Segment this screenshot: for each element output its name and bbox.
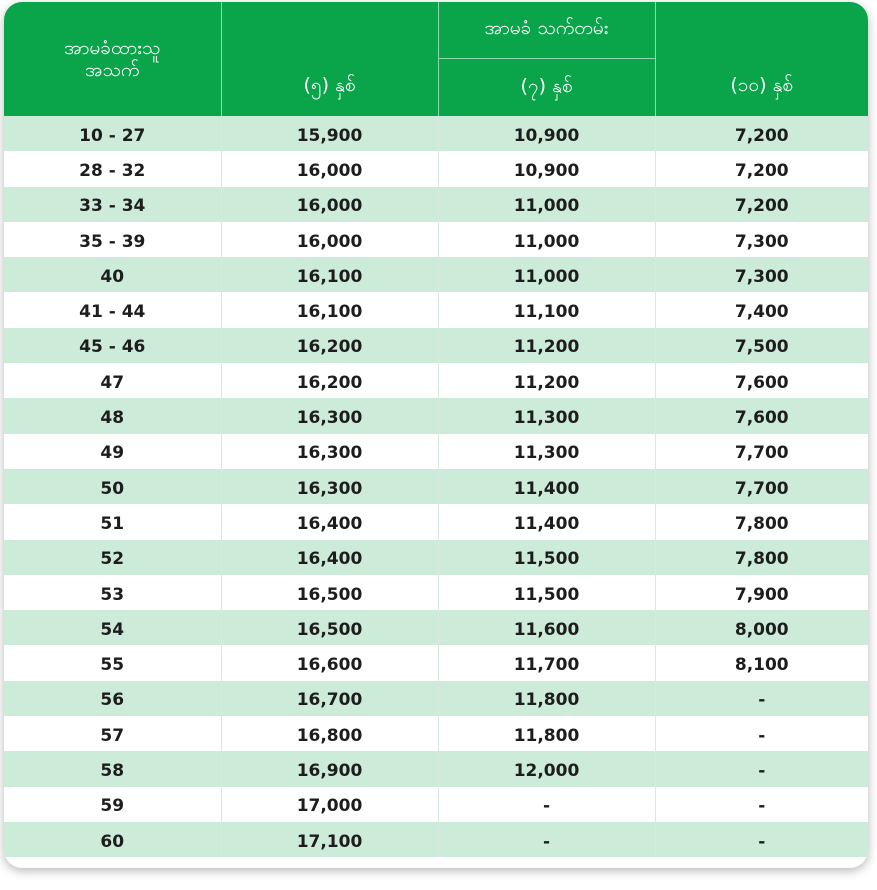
term-7-value-cell-text: 11,500 — [513, 584, 580, 605]
header-spacer-right — [655, 2, 868, 59]
term-7-value-cell — [438, 540, 655, 575]
term-10-value-cell — [655, 151, 868, 186]
term-7-value-cell — [438, 716, 655, 751]
term-5-value-cell-text: 17,000 — [296, 796, 363, 817]
age-cell — [4, 645, 221, 680]
term-5-value-cell — [221, 540, 438, 575]
term-7-value-cell-text: 11,800 — [513, 690, 580, 711]
term-7-value-cell — [438, 151, 655, 186]
term-10-value-cell — [655, 363, 868, 398]
age-header-line2: အသက် — [85, 59, 140, 81]
table-row — [4, 575, 868, 610]
term-group-header: အာမခံ သက်တမ်း — [438, 2, 655, 59]
term-7-value-cell — [438, 681, 655, 716]
term-7-value-cell-text: 11,200 — [513, 372, 580, 393]
age-cell-text: 47 — [100, 372, 125, 393]
term-5-value-cell — [221, 751, 438, 786]
term-10-value-cell — [655, 257, 868, 292]
term-10-value-cell — [655, 292, 868, 327]
term-7-value-cell — [438, 398, 655, 433]
term-5-value-cell-text: 15,900 — [296, 125, 363, 146]
age-cell — [4, 292, 221, 327]
term-10-value-cell — [655, 116, 868, 151]
age-cell-text: 10 - 27 — [79, 125, 146, 146]
term-10-value-cell — [655, 187, 868, 222]
term-7-value-cell-text: 10,900 — [513, 125, 580, 146]
term-5-value-cell — [221, 292, 438, 327]
term-7-years-header: (၇) နှစ် — [438, 59, 655, 117]
age-cell — [4, 610, 221, 645]
table-body — [4, 116, 868, 857]
term-10-value-cell — [655, 787, 868, 822]
term-5-value-cell-text: 16,400 — [296, 513, 363, 534]
term-10-value-cell-text: - — [758, 725, 766, 746]
term-5-value-cell-text: 16,600 — [296, 655, 363, 676]
term-7-value-cell — [438, 575, 655, 610]
term-10-value-cell-text: 7,500 — [734, 337, 789, 358]
term-7-value-cell — [438, 363, 655, 398]
term-5-value-cell — [221, 222, 438, 257]
table-row — [4, 222, 868, 257]
age-column-header — [4, 2, 221, 116]
term-10-value-cell-text: 8,000 — [734, 619, 789, 640]
term-5-value-cell-text: 16,300 — [296, 408, 363, 429]
age-cell-text: 40 — [100, 266, 125, 287]
table-row — [4, 504, 868, 539]
age-cell-text: 49 — [100, 443, 125, 464]
term-10-value-cell — [655, 716, 868, 751]
table-row — [4, 257, 868, 292]
term-10-value-cell-text: 8,100 — [734, 655, 789, 676]
table-row — [4, 751, 868, 786]
premium-rate-table — [4, 2, 868, 857]
term-7-value-cell — [438, 645, 655, 680]
age-cell — [4, 434, 221, 469]
term-5-value-cell-text: 16,500 — [296, 619, 363, 640]
header-spacer-left — [221, 2, 438, 59]
age-cell — [4, 187, 221, 222]
term-10-value-cell-text: 7,200 — [734, 125, 789, 146]
term-7-value-cell — [438, 222, 655, 257]
term-5-value-cell-text: 16,000 — [296, 231, 363, 252]
term-5-value-cell-text: 16,100 — [296, 302, 363, 323]
term-10-value-cell — [655, 822, 868, 857]
term-5-value-cell-text: 17,100 — [296, 831, 363, 852]
age-cell-text: 48 — [100, 408, 125, 429]
term-7-value-cell — [438, 787, 655, 822]
age-cell — [4, 328, 221, 363]
term-5-value-cell-text: 16,200 — [296, 337, 363, 358]
age-cell-text: 35 - 39 — [79, 231, 146, 252]
term-7-value-cell-text: 12,000 — [513, 760, 580, 781]
term-10-value-cell — [655, 575, 868, 610]
term-10-value-cell — [655, 540, 868, 575]
table-row — [4, 822, 868, 857]
term-5-value-cell-text: 16,000 — [296, 160, 363, 181]
term-10-value-cell — [655, 645, 868, 680]
term-7-value-cell — [438, 610, 655, 645]
term-7-value-cell — [438, 328, 655, 363]
term-10-value-cell — [655, 504, 868, 539]
term-5-value-cell-text: 16,400 — [296, 549, 363, 570]
table-row — [4, 116, 868, 151]
table-row — [4, 292, 868, 327]
term-10-value-cell-text: 7,300 — [734, 231, 789, 252]
term-5-value-cell-text: 16,700 — [296, 690, 363, 711]
term-7-value-cell — [438, 257, 655, 292]
term-7-value-cell — [438, 434, 655, 469]
term-5-value-cell — [221, 469, 438, 504]
age-cell — [4, 504, 221, 539]
table-row — [4, 681, 868, 716]
term-5-value-cell — [221, 610, 438, 645]
age-cell-text: 57 — [100, 725, 125, 746]
age-cell-text: 58 — [100, 760, 125, 781]
term-10-value-cell-text: 7,800 — [734, 549, 789, 570]
age-cell — [4, 363, 221, 398]
table-header — [4, 2, 868, 116]
table-row — [4, 540, 868, 575]
age-cell-text: 50 — [100, 478, 125, 499]
age-cell — [4, 822, 221, 857]
term-7-value-cell-text: 11,400 — [513, 513, 580, 534]
term-5-value-cell — [221, 434, 438, 469]
age-cell-text: 52 — [100, 549, 125, 570]
term-5-value-cell — [221, 328, 438, 363]
age-header-line1: အာမခံထားသူ — [64, 37, 161, 59]
term-7-value-cell-text: - — [542, 831, 551, 852]
table-row — [4, 787, 868, 822]
term-7-value-cell-text: 11,300 — [513, 443, 580, 464]
term-10-years-header: (၁၀) နှစ် — [655, 59, 868, 117]
age-cell — [4, 716, 221, 751]
term-5-value-cell-text: 16,300 — [296, 443, 363, 464]
term-5-value-cell — [221, 187, 438, 222]
age-cell-text: 51 — [100, 513, 125, 534]
age-cell-text: 28 - 32 — [79, 160, 146, 181]
age-cell — [4, 540, 221, 575]
term-7-value-cell-text: 10,900 — [513, 160, 580, 181]
table-row — [4, 363, 868, 398]
term-7-value-cell-text: 11,000 — [513, 231, 580, 252]
age-cell — [4, 575, 221, 610]
term-7-value-cell — [438, 469, 655, 504]
table-row — [4, 398, 868, 433]
age-cell — [4, 151, 221, 186]
term-10-value-cell-text: 7,400 — [734, 302, 789, 323]
term-7-value-cell-text: - — [542, 796, 551, 817]
term-10-value-cell-text: - — [758, 760, 766, 781]
term-7-value-cell-text: 11,200 — [513, 337, 580, 358]
age-cell-text: 59 — [100, 796, 125, 817]
term-5-value-cell — [221, 363, 438, 398]
term-10-value-cell-text: 7,200 — [734, 160, 789, 181]
term-5-years-header: (၅) နှစ် — [221, 59, 438, 117]
age-cell — [4, 398, 221, 433]
term-7-value-cell — [438, 292, 655, 327]
age-cell-text: 45 - 46 — [79, 337, 146, 358]
term-10-value-cell — [655, 469, 868, 504]
term-7-value-cell-text: 11,000 — [513, 266, 580, 287]
term-5-value-cell-text: 16,100 — [296, 266, 363, 287]
term-7-value-cell-text: 11,100 — [513, 302, 580, 323]
term-7-value-cell — [438, 504, 655, 539]
term-5-value-cell-text: 16,200 — [296, 372, 363, 393]
term-7-value-cell-text: 11,500 — [513, 549, 580, 570]
age-cell — [4, 681, 221, 716]
term-10-value-cell-text: 7,700 — [734, 443, 789, 464]
term-10-value-cell-text: 7,800 — [734, 513, 789, 534]
term-5-value-cell — [221, 151, 438, 186]
age-cell-text: 60 — [100, 831, 125, 852]
term-10-value-cell-text: 7,600 — [734, 408, 789, 429]
term-7-value-cell-text: 11,700 — [513, 655, 580, 676]
age-cell-text: 53 — [100, 584, 125, 605]
age-cell-text: 56 — [100, 690, 125, 711]
table-row — [4, 187, 868, 222]
term-7-value-cell-text: 11,300 — [513, 408, 580, 429]
term-10-value-cell — [655, 751, 868, 786]
term-5-value-cell-text: 16,500 — [296, 584, 363, 605]
term-5-value-cell-text: 16,800 — [296, 725, 363, 746]
age-cell-text: 55 — [100, 655, 125, 676]
term-5-value-cell-text: 16,000 — [296, 196, 363, 217]
term-10-value-cell — [655, 610, 868, 645]
table-row — [4, 716, 868, 751]
term-7-value-cell-text: 11,400 — [513, 478, 580, 499]
table-row — [4, 328, 868, 363]
term-10-value-cell — [655, 398, 868, 433]
age-cell-text: 54 — [100, 619, 125, 640]
term-5-value-cell — [221, 257, 438, 292]
term-5-value-cell — [221, 116, 438, 151]
term-7-value-cell-text: 11,600 — [513, 619, 580, 640]
age-cell — [4, 751, 221, 786]
term-5-value-cell-text: 16,900 — [296, 760, 363, 781]
term-7-value-cell — [438, 187, 655, 222]
term-7-value-cell-text: 11,800 — [513, 725, 580, 746]
term-5-value-cell-text: 16,300 — [296, 478, 363, 499]
age-cell — [4, 116, 221, 151]
age-cell-text: 41 - 44 — [79, 302, 146, 323]
term-5-value-cell — [221, 822, 438, 857]
term-7-value-cell-text: 11,000 — [513, 196, 580, 217]
age-cell — [4, 469, 221, 504]
term-7-value-cell — [438, 822, 655, 857]
term-10-value-cell-text: 7,200 — [734, 196, 789, 217]
term-7-value-cell — [438, 751, 655, 786]
table-row — [4, 645, 868, 680]
term-10-value-cell-text: 7,700 — [734, 478, 789, 499]
term-5-value-cell — [221, 575, 438, 610]
term-5-value-cell — [221, 504, 438, 539]
term-10-value-cell-text: - — [758, 690, 766, 711]
age-cell — [4, 787, 221, 822]
table-row — [4, 610, 868, 645]
term-10-value-cell-text: - — [758, 796, 766, 817]
term-10-value-cell — [655, 681, 868, 716]
table-row — [4, 434, 868, 469]
term-10-value-cell — [655, 328, 868, 363]
term-10-value-cell-text: 7,300 — [734, 266, 789, 287]
term-5-value-cell — [221, 645, 438, 680]
age-cell — [4, 222, 221, 257]
age-cell-text: 33 - 34 — [79, 196, 146, 217]
term-10-value-cell-text: 7,900 — [734, 584, 789, 605]
term-10-value-cell-text: - — [758, 831, 766, 852]
term-10-value-cell-text: 7,600 — [734, 372, 789, 393]
table-row — [4, 469, 868, 504]
premium-rate-table-card — [4, 2, 868, 868]
term-5-value-cell — [221, 787, 438, 822]
term-5-value-cell — [221, 681, 438, 716]
table-row — [4, 151, 868, 186]
term-5-value-cell — [221, 716, 438, 751]
term-10-value-cell — [655, 222, 868, 257]
term-7-value-cell — [438, 116, 655, 151]
age-cell — [4, 257, 221, 292]
term-5-value-cell — [221, 398, 438, 433]
term-10-value-cell — [655, 434, 868, 469]
